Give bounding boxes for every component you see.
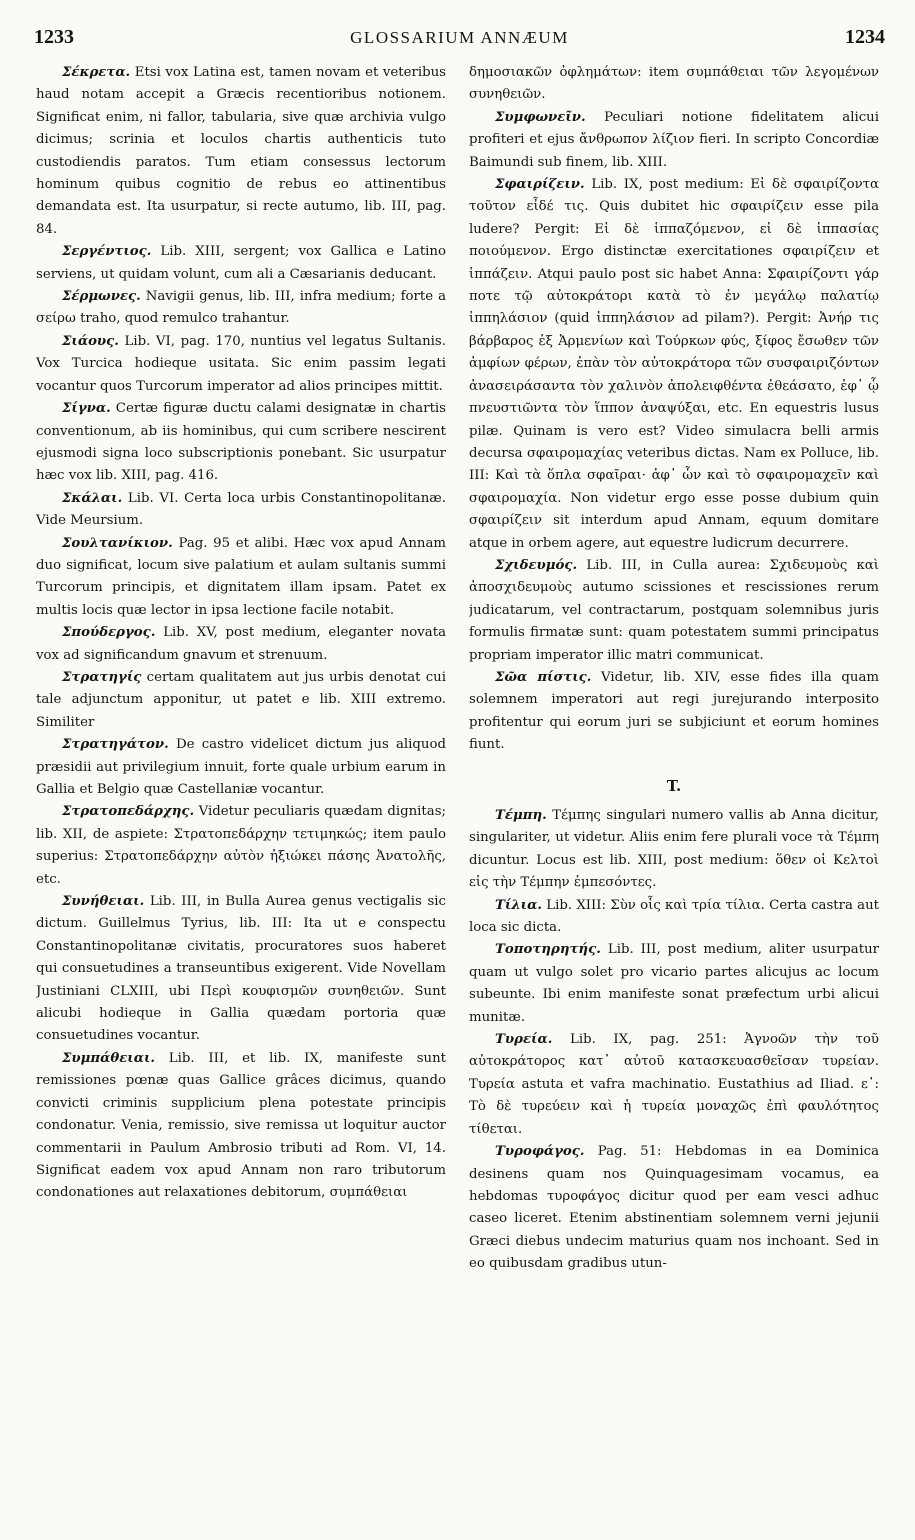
entry-lemma: Στρατηγάτον. — [62, 737, 169, 753]
entry-text: Lib. XV, post medium, eleganter novata vox ad significandum gnavum et strenuum. — [36, 625, 446, 663]
entry-text: Peculiari notione fidelitatem alicui profiteri et ejus ἄνθρωπον λίζιον fieri. In scripto Concordiæ Baimundi sub finem, lib. XIII. — [469, 109, 879, 170]
running-header — [34, 22, 885, 54]
glossary-entry — [469, 939, 879, 1029]
entry-lemma: Στρατοπεδάρχης. — [62, 804, 195, 820]
entry-lemma: Τέμπη. — [495, 808, 547, 823]
glossary-entry — [469, 107, 879, 174]
entry-text: certam qualitatem aut jus urbis denotat cui tale adjunctum apponitur, ut patet e lib. XIII extremo. Similiter — [36, 669, 446, 730]
running-title: GLOSSARIUM ANNÆUM — [350, 28, 569, 47]
entry-lemma: Σεργέντιος. — [62, 244, 152, 260]
glossary-entry — [36, 533, 446, 623]
entry-text: Lib. III, et lib. IX, manifeste sunt remissiones pœnæ quas Gallice grâces dicimus, quando convicti criminis supplicium plena potestate principis condonatur. Venia, remissio, sive remissa ut loquitur auctor commentarii in Paulum Ambrosio tributi ad Rom. VI, 14. Significat eadem vox apud Annam non raro tributorum condonationes aut relaxationes debitorum, συμπάθειαι — [36, 1050, 446, 1201]
entry-text: De castro videlicet dictum jus aliquod præsidii aut privilegium innuit, forte quale urbium earum in Gallia et Belgio quæ Castellaniæ vocantur. — [36, 737, 446, 797]
entry-text: Etsi vox Latina est, tamen novam et veteribus haud notam accepit a Græcis recentioribus notionem. Significat enim, ni fallor, tabularia, sive quæ archivia vulgo dicimus; scrinia et loculos chartis authenticis tuto custodiendis paratos. Tum etiam consessus lectorum hominum quibus cognitio de rebus eo attinentibus demandata est. Ita usurpatur, si recte autumo, lib. III, pag. 84. — [36, 65, 446, 237]
entry-lemma: Σέρμωνες. — [62, 289, 141, 305]
entry-text: Τέμπης singulari numero vallis ab Anna dicitur, singulariter, ut videtur. Aliis enim fere plurali voce τὰ Τέμπη dicuntur. Locus est lib. XIII, post medium: ὅθεν οἱ Κελτοὶ εἰς τὴν Τέμπην ἐμπεσόντες. — [469, 808, 879, 891]
glossary-entry — [36, 1048, 446, 1205]
right-column — [469, 62, 879, 1532]
entry-lemma: Σκάλαι. — [62, 490, 123, 506]
entry-lemma: Τυροφάγος. — [495, 1144, 585, 1160]
page-number-left: 1233 — [34, 26, 74, 48]
entry-lemma: Τοποτηρητής. — [495, 942, 601, 958]
glossary-entry — [469, 555, 879, 667]
entry-lemma: Σῶα πίστις. — [495, 669, 592, 685]
glossary-entry — [36, 801, 446, 891]
glossary-entry-continued — [469, 62, 879, 107]
glossary-entry — [36, 622, 446, 667]
entry-text: Pag. 95 et alibi. Hæc vox apud Annam duo significat, locum sive palatium et aulam sultanis summi Turcorum principis, et dignitatem illam ipsam. Patet ex multis locis quæ lector in ipsa lectione facile notabit. — [36, 535, 446, 618]
entry-lemma: Σιάους. — [62, 333, 119, 349]
entry-text: Lib. III, post medium, aliter usurpatur quam ut vulgo solet pro vicario partes alicujus ac locum subeunte. Ibi enim manifeste sonat præfectum urbi alicui munitæ. — [469, 942, 879, 1025]
entry-text: Lib. III, in Bulla Aurea genus vectigalis sic dictum. Guillelmus Tyrius, lib. III: Ita ut e conspectu Constantinopolitanæ civitatis, procuratores suos haberet qui consuetudines a transeuntibus exigerent. Vide Novellam Justiniani CLXIII, ubi Περὶ κουφισμῶν συνηθειῶν. Sunt alicubi hodieque in Gallia quædam portoria quæ consuetudines vocantur. — [36, 894, 446, 1044]
glossary-entry — [469, 805, 879, 895]
glossary-entry — [36, 62, 446, 241]
glossary-entry — [469, 1141, 879, 1275]
glossary-entry — [36, 891, 446, 1048]
entry-text: Certæ figuræ ductu calami designatæ in chartis conventionum, ab iis hominibus, qui cum scribere nescirent ejusmodi signa loco subscriptionis ponebant. Sic usurpatur hæc vox lib. XIII, pag. 416. — [36, 401, 446, 484]
entry-lemma: Στρατηγίς — [62, 669, 142, 685]
glossary-entry — [36, 734, 446, 801]
glossary-entry — [36, 286, 446, 331]
glossary-entry — [469, 1029, 879, 1141]
entry-lemma: Σουλτανίκιον. — [62, 535, 173, 551]
glossary-entry — [36, 331, 446, 398]
entry-text: Pag. 51: Hebdomas in ea Dominica desinens quam nos Quinquagesimam vocamus, ea hebdomas τυροφάγος dicitur quod per eam vesci adhuc caseo liceret. Etenim abstinentiam solemnem verni jejunii Græci diebus undecim maturius quam nos inchoant. Sed in eo quibusdam gradibus utun- — [469, 1144, 879, 1272]
entry-text: δημοσιακῶν ὀφλημάτων: item συμπάθειαι τῶν λεγομένων συνηθειῶν. — [469, 65, 879, 103]
entry-lemma: Συνήθειαι. — [62, 894, 145, 910]
glossary-entry — [36, 667, 446, 734]
entry-lemma: Σφαιρίζειν. — [495, 177, 585, 193]
glossary-entry — [36, 241, 446, 286]
entry-text: Videtur peculiaris quædam dignitas; lib. XII, de aspiete: Στρατοπεδάρχην τετιμηκώς; item paulo superius: Στρατοπεδάρχην αὐτὸν ἠξιώκει πάσης Ἀνατολῆς, etc. — [36, 804, 446, 887]
entry-lemma: Σέκρετα. — [62, 65, 131, 80]
entry-lemma: Τίλια. — [495, 897, 542, 913]
entry-text: Lib. XIII: Σὺν οἷς καὶ τρία τίλια. Certa castra aut loca sic dicta. — [469, 897, 879, 936]
left-column — [36, 62, 446, 1532]
entry-text: Lib. IX, pag. 251: Ἀγνοῶν τὴν τοῦ αὐτοκράτορος κατ᾽ αὐτοῦ κατασκευασθεῖσαν τυρείαν. Τυρεία astuta et vafra machinatio. Eustathius ad Iliad. ε᾽: Τὸ δὲ τυρεύειν καὶ ἡ τυρεία μοναχῶς ἐπὶ φαυλότητος τίθεται. — [469, 1032, 879, 1137]
entry-lemma: Σχιδευμός. — [495, 557, 578, 573]
entry-text: Lib. III, in Culla aurea: Σχιδευμοὺς καὶ ἀποσχιδευμοὺς autumo scissiones et rescissiones rerum judicatarum, vel contractarum, postquam solemnibus juris formulis firmatæ sunt: quam potestatem summi principatus propriam imperator illic matri communicat. — [469, 557, 879, 663]
page-number-right: 1234 — [845, 26, 885, 48]
entry-lemma: Συμφωνεῖν. — [495, 109, 586, 125]
entry-lemma: Τυρεία. — [495, 1032, 553, 1048]
entry-text: Lib. VI, pag. 170, nuntius vel legatus Sultanis. Vox Turcica hodieque usitata. Sic enim passim legati vocantur quos Turcorum imperator ad alios principes mittit. — [36, 333, 446, 394]
glossary-entry — [36, 488, 446, 533]
glossary-entry — [36, 398, 446, 488]
entry-lemma: Σίγνα. — [62, 401, 111, 417]
glossary-entry — [469, 667, 879, 757]
entry-text: Navigii genus, lib. III, infra medium; forte a σείρω traho, quod remulco trahantur. — [36, 289, 446, 327]
entry-text: Lib. IX, post medium: Εἰ δὲ σφαιρίζοντα τοῦτον εἶδέ τις. Quis dubitet hic σφαιρίζειν esse pila ludere? Pergit: Εἰ δὲ ἱππαζόμενον, εἰ δὲ ἱππασίας ποιούμενον. Ergo distinctæ exercitationes σφαιρίζειν et ἱππάζειν. Atqui paulo post sic habet Anna: Σφαιρίζοντι γάρ ποτε τῷ αὐτοκράτορι κατὰ τὸ ἐν μεγάλῳ παλατίῳ ἱππηλάσιον (quid ἱππηλάσιον ad pilam?). Pergit: Ἀνήρ τις βάρβαρος ἐξ Ἀρμενίων καὶ Τούρκων φύς, ξίφος ἔσωθεν τῶν ἀμφίων φέρων, ἐπὰν τὸν αὐτοκράτορα τῶν συσφαιριζόντων ἀνασειράσαντα τὸν χαλινὸν ἀπολειφθέντα ἐθεάσατο, ἐφ᾽ ᾧ πνευστιῶντα τὸν ἵππον ἀναψύξαι, etc. En equestris lusus pilæ. Quinam is vero est? Video simulacra belli armis decursa σφαιρομαχίας veteribus dictas. Nam ex Polluce, lib. III: Καὶ τὰ ὅπλα σφαῖραι· ἀφ᾽ ὧν καὶ τὸ σφαιρομαχεῖν καὶ σφαιρομαχία. Non videtur ergo esse posse dubium quin σφαιρίζειν sit interdum apud Annam, equum domitare atque in orbem agere, aut equestre ludicrum decurrere. — [469, 177, 879, 551]
entry-text: Lib. VI. Certa loca urbis Constantinopolitanæ. Vide Meursium. — [36, 490, 446, 529]
section-heading: T. — [666, 776, 682, 795]
entry-text: Lib. XIII, sergent; vox Gallica e Latino serviens, ut quidam volunt, cum ali a Cæsarianis deducant. — [36, 244, 446, 282]
entry-text: Videtur, lib. XIV, esse fides illa quam solemnem imperatori aut regi jurejurando interposito profitentur qui eorum juri se subjiciunt et eorum homines fiunt. — [469, 669, 879, 753]
entry-lemma: Σπούδεργος. — [62, 625, 156, 641]
glossary-entry — [469, 174, 879, 555]
glossary-entry — [469, 895, 879, 940]
entry-lemma: Συμπάθειαι. — [62, 1050, 156, 1066]
